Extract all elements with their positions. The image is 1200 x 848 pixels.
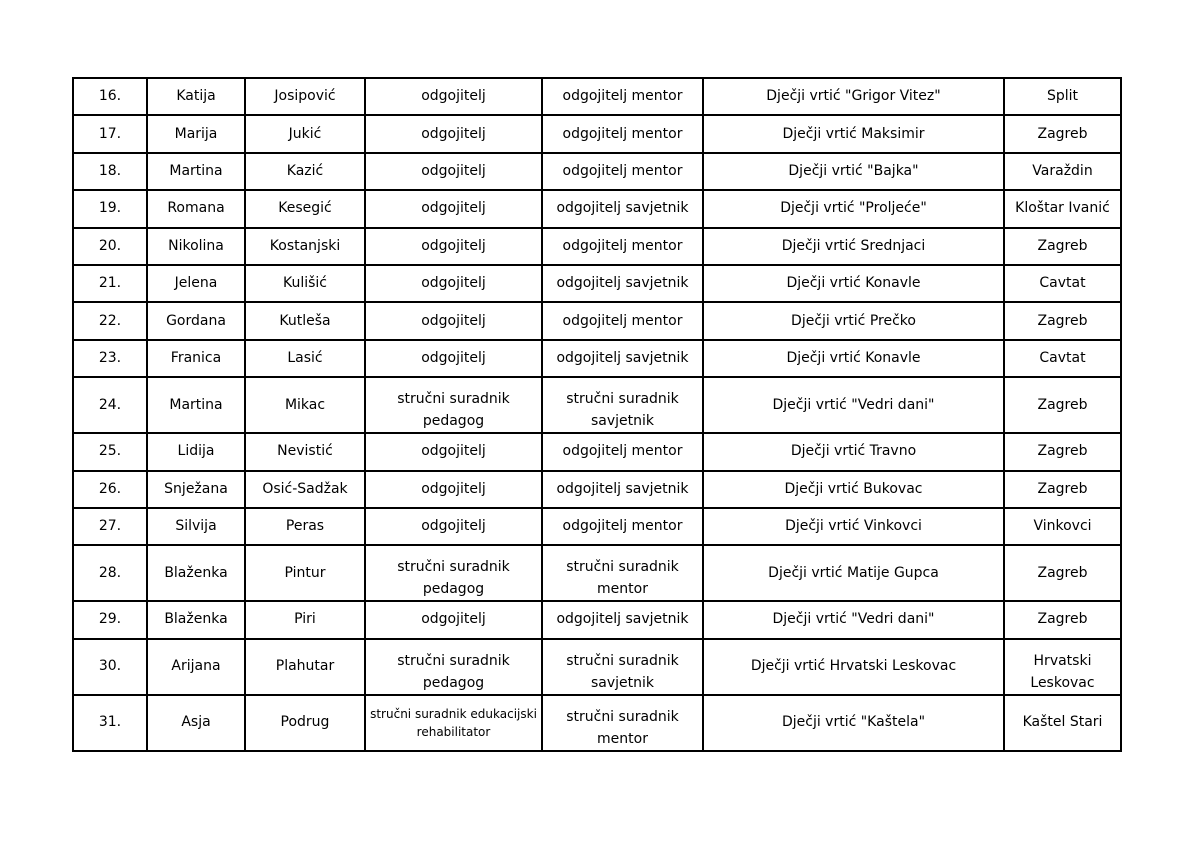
institution-name: Dječji vrtić "Vedri dani"	[772, 396, 935, 413]
first-name: Katija	[176, 88, 216, 105]
professional-title-cell	[542, 545, 703, 601]
professional-title: odgojitelj mentor	[562, 162, 683, 179]
row-number: 18.	[98, 162, 122, 179]
job-role-cell	[365, 377, 542, 433]
last-name-cell	[245, 377, 365, 433]
row-number: 29.	[98, 611, 122, 628]
last-name: Mikac	[284, 396, 326, 413]
city-cell	[1004, 545, 1121, 601]
row-number: 20.	[98, 237, 122, 254]
job-role-cell	[365, 265, 542, 302]
first-name: Gordana	[166, 312, 226, 329]
first-name: Arijana	[171, 658, 221, 675]
last-name-cell	[245, 433, 365, 470]
professional-title-cell	[542, 601, 703, 638]
row-number-cell	[73, 508, 147, 545]
institution-cell	[703, 78, 1004, 115]
staff-roster-table	[72, 77, 1122, 752]
city-name: Hrvatski Leskovac	[1030, 652, 1095, 691]
last-name-cell	[245, 545, 365, 601]
last-name: Kostanjski	[269, 237, 341, 254]
first-name: Franica	[170, 349, 222, 366]
city-name: Cavtat	[1039, 275, 1086, 292]
professional-title-cell	[542, 377, 703, 433]
institution-cell	[703, 115, 1004, 152]
first-name-cell	[147, 115, 245, 152]
professional-title: odgojitelj mentor	[562, 312, 683, 329]
table-row	[73, 190, 1121, 227]
job-role-cell	[365, 695, 542, 751]
row-number-cell	[73, 377, 147, 433]
institution-cell	[703, 639, 1004, 695]
institution-cell	[703, 228, 1004, 265]
city-cell	[1004, 340, 1121, 377]
first-name-cell	[147, 302, 245, 339]
last-name-cell	[245, 153, 365, 190]
city-cell	[1004, 377, 1121, 433]
last-name-cell	[245, 78, 365, 115]
city-cell	[1004, 302, 1121, 339]
last-name: Nevistić	[277, 443, 333, 460]
last-name: Plahutar	[275, 658, 335, 675]
institution-name: Dječji vrtić Konavle	[786, 349, 921, 366]
job-role-cell	[365, 433, 542, 470]
city-cell	[1004, 265, 1121, 302]
last-name: Peras	[285, 518, 325, 535]
professional-title-cell	[542, 78, 703, 115]
job-role-cell	[365, 471, 542, 508]
last-name: Kulišić	[282, 275, 328, 292]
institution-name: Dječji vrtić Hrvatski Leskovac	[750, 658, 957, 675]
professional-title: odgojitelj savjetnik	[556, 349, 689, 366]
row-number-cell	[73, 265, 147, 302]
job-role: odgojitelj	[421, 518, 486, 535]
city-name: Zagreb	[1037, 611, 1088, 628]
last-name: Piri	[294, 611, 316, 628]
professional-title-cell	[542, 639, 703, 695]
city-name: Vinkovci	[1033, 518, 1092, 535]
institution-cell	[703, 153, 1004, 190]
job-role-cell	[365, 302, 542, 339]
institution-name: Dječji vrtić "Grigor Vitez"	[766, 88, 941, 105]
last-name-cell	[245, 302, 365, 339]
city-name: Zagreb	[1037, 237, 1088, 254]
row-number-cell	[73, 471, 147, 508]
first-name: Romana	[167, 200, 225, 217]
professional-title-cell	[542, 302, 703, 339]
first-name: Asja	[181, 714, 211, 731]
first-name: Snježana	[164, 480, 228, 497]
institution-cell	[703, 340, 1004, 377]
institution-name: Dječji vrtić Konavle	[786, 275, 921, 292]
institution-cell	[703, 601, 1004, 638]
row-number-cell	[73, 433, 147, 470]
row-number: 16.	[98, 88, 122, 105]
professional-title: odgojitelj savjetnik	[556, 275, 689, 292]
job-role: stručni suradnik pedagog	[397, 652, 510, 691]
city-cell	[1004, 639, 1121, 695]
first-name-cell	[147, 601, 245, 638]
city-name: Zagreb	[1037, 125, 1088, 142]
row-number: 19.	[98, 200, 122, 217]
institution-name: Dječji vrtić Maksimir	[782, 125, 925, 142]
city-name: Split	[1046, 88, 1079, 105]
table-row	[73, 153, 1121, 190]
table-row	[73, 265, 1121, 302]
city-cell	[1004, 228, 1121, 265]
job-role: odgojitelj	[421, 480, 486, 497]
professional-title-cell	[542, 153, 703, 190]
professional-title: odgojitelj savjetnik	[556, 611, 689, 628]
professional-title: odgojitelj savjetnik	[556, 480, 689, 497]
row-number: 22.	[98, 312, 122, 329]
job-role: odgojitelj	[421, 312, 486, 329]
first-name-cell	[147, 639, 245, 695]
professional-title-cell	[542, 340, 703, 377]
row-number-cell	[73, 639, 147, 695]
city-cell	[1004, 601, 1121, 638]
first-name-cell	[147, 471, 245, 508]
professional-title: stručni suradnik mentor	[566, 708, 679, 747]
table-row	[73, 78, 1121, 115]
job-role-cell	[365, 153, 542, 190]
first-name-cell	[147, 265, 245, 302]
job-role-cell	[365, 340, 542, 377]
job-role: odgojitelj	[421, 349, 486, 366]
institution-name: Dječji vrtić Prečko	[791, 312, 916, 329]
institution-name: Dječji vrtić Bukovac	[784, 480, 923, 497]
first-name-cell	[147, 78, 245, 115]
professional-title-cell	[542, 471, 703, 508]
row-number-cell	[73, 190, 147, 227]
professional-title-cell	[542, 265, 703, 302]
professional-title-cell	[542, 190, 703, 227]
table-row	[73, 545, 1121, 601]
city-name: Zagreb	[1037, 443, 1088, 460]
institution-name: Dječji vrtić "Vedri dani"	[772, 611, 935, 628]
job-role: odgojitelj	[421, 88, 486, 105]
first-name-cell	[147, 695, 245, 751]
city-cell	[1004, 153, 1121, 190]
row-number-cell	[73, 115, 147, 152]
job-role: odgojitelj	[421, 611, 486, 628]
job-role: stručni suradnik pedagog	[397, 391, 510, 430]
last-name-cell	[245, 265, 365, 302]
table-row	[73, 302, 1121, 339]
row-number-cell	[73, 695, 147, 751]
table-row	[73, 471, 1121, 508]
job-role-cell	[365, 639, 542, 695]
institution-cell	[703, 471, 1004, 508]
job-role-cell	[365, 190, 542, 227]
table-row	[73, 508, 1121, 545]
job-role: odgojitelj	[421, 200, 486, 217]
professional-title: odgojitelj mentor	[562, 88, 683, 105]
row-number: 23.	[98, 349, 122, 366]
last-name: Kesegić	[278, 200, 332, 217]
last-name-cell	[245, 508, 365, 545]
first-name-cell	[147, 228, 245, 265]
row-number-cell	[73, 340, 147, 377]
last-name: Kazić	[286, 162, 324, 179]
row-number: 28.	[98, 564, 122, 581]
last-name: Lasić	[287, 349, 323, 366]
city-cell	[1004, 190, 1121, 227]
job-role: odgojitelj	[421, 162, 486, 179]
row-number: 27.	[98, 518, 122, 535]
first-name: Lidija	[177, 443, 215, 460]
last-name-cell	[245, 601, 365, 638]
professional-title: stručni suradnik mentor	[566, 559, 679, 598]
city-cell	[1004, 471, 1121, 508]
first-name-cell	[147, 153, 245, 190]
first-name-cell	[147, 190, 245, 227]
job-role: odgojitelj	[421, 125, 486, 142]
row-number-cell	[73, 601, 147, 638]
first-name: Martina	[169, 396, 223, 413]
first-name-cell	[147, 433, 245, 470]
row-number-cell	[73, 545, 147, 601]
first-name-cell	[147, 340, 245, 377]
first-name: Jelena	[174, 275, 218, 292]
job-role-cell	[365, 78, 542, 115]
first-name: Marija	[174, 125, 218, 142]
professional-title: odgojitelj mentor	[562, 237, 683, 254]
institution-name: Dječji vrtić "Kaštela"	[781, 714, 926, 731]
institution-name: Dječji vrtić "Proljeće"	[780, 200, 927, 217]
last-name-cell	[245, 228, 365, 265]
institution-name: Dječji vrtić Matije Gupca	[768, 564, 939, 581]
institution-cell	[703, 508, 1004, 545]
job-role-cell	[365, 115, 542, 152]
institution-cell	[703, 265, 1004, 302]
last-name-cell	[245, 695, 365, 751]
city-name: Zagreb	[1037, 396, 1088, 413]
city-name: Kaštel Stari	[1022, 714, 1103, 731]
city-name: Varaždin	[1032, 162, 1093, 179]
job-role: odgojitelj	[421, 237, 486, 254]
row-number-cell	[73, 78, 147, 115]
row-number: 30.	[98, 658, 122, 675]
city-name: Cavtat	[1039, 349, 1086, 366]
first-name: Blaženka	[164, 564, 228, 581]
row-number: 24.	[98, 396, 122, 413]
institution-name: Dječji vrtić Srednjaci	[781, 237, 926, 254]
first-name: Nikolina	[168, 237, 224, 254]
row-number: 31.	[98, 714, 122, 731]
row-number: 17.	[98, 125, 122, 142]
city-cell	[1004, 115, 1121, 152]
last-name-cell	[245, 190, 365, 227]
last-name-cell	[245, 471, 365, 508]
professional-title-cell	[542, 115, 703, 152]
roster-table-body	[73, 78, 1121, 751]
first-name: Silvija	[175, 518, 217, 535]
first-name: Blaženka	[164, 611, 228, 628]
professional-title: stručni suradnik savjetnik	[566, 652, 679, 691]
last-name: Jukić	[288, 125, 322, 142]
professional-title: odgojitelj mentor	[562, 125, 683, 142]
table-row	[73, 433, 1121, 470]
table-row	[73, 639, 1121, 695]
last-name: Pintur	[284, 564, 326, 581]
job-role-cell	[365, 601, 542, 638]
table-row	[73, 228, 1121, 265]
professional-title-cell	[542, 433, 703, 470]
city-name: Zagreb	[1037, 480, 1088, 497]
first-name: Martina	[169, 162, 223, 179]
professional-title-cell	[542, 695, 703, 751]
last-name-cell	[245, 115, 365, 152]
institution-cell	[703, 377, 1004, 433]
institution-cell	[703, 190, 1004, 227]
institution-name: Dječji vrtić Travno	[790, 443, 917, 460]
table-row	[73, 377, 1121, 433]
city-cell	[1004, 433, 1121, 470]
table-row	[73, 695, 1121, 751]
table-row	[73, 115, 1121, 152]
first-name-cell	[147, 508, 245, 545]
institution-name: Dječji vrtić Vinkovci	[785, 518, 922, 535]
institution-cell	[703, 545, 1004, 601]
professional-title: odgojitelj savjetnik	[556, 200, 689, 217]
job-role-cell	[365, 508, 542, 545]
row-number-cell	[73, 153, 147, 190]
row-number: 25.	[98, 443, 122, 460]
table-row	[73, 340, 1121, 377]
job-role-cell	[365, 228, 542, 265]
institution-cell	[703, 695, 1004, 751]
row-number: 21.	[98, 275, 122, 292]
city-name: Zagreb	[1037, 312, 1088, 329]
job-role: stručni suradnik pedagog	[397, 559, 510, 598]
job-role: odgojitelj	[421, 443, 486, 460]
job-role-cell	[365, 545, 542, 601]
first-name-cell	[147, 545, 245, 601]
professional-title: odgojitelj mentor	[562, 518, 683, 535]
row-number: 26.	[98, 480, 122, 497]
city-cell	[1004, 695, 1121, 751]
professional-title: odgojitelj mentor	[562, 443, 683, 460]
last-name-cell	[245, 340, 365, 377]
last-name: Osić-Sadžak	[262, 480, 348, 497]
institution-cell	[703, 302, 1004, 339]
last-name-cell	[245, 639, 365, 695]
professional-title-cell	[542, 508, 703, 545]
last-name: Podrug	[280, 714, 330, 731]
professional-title-cell	[542, 228, 703, 265]
professional-title: stručni suradnik savjetnik	[566, 391, 679, 430]
row-number-cell	[73, 228, 147, 265]
last-name: Josipović	[274, 88, 336, 105]
job-role: stručni suradnik edukacijski rehabilitator	[370, 706, 537, 739]
city-name: Kloštar Ivanić	[1015, 200, 1110, 217]
row-number-cell	[73, 302, 147, 339]
institution-cell	[703, 433, 1004, 470]
city-name: Zagreb	[1037, 564, 1088, 581]
institution-name: Dječji vrtić "Bajka"	[788, 162, 919, 179]
table-row	[73, 601, 1121, 638]
first-name-cell	[147, 377, 245, 433]
job-role: odgojitelj	[421, 275, 486, 292]
city-cell	[1004, 508, 1121, 545]
city-cell	[1004, 78, 1121, 115]
last-name: Kutleša	[279, 312, 331, 329]
